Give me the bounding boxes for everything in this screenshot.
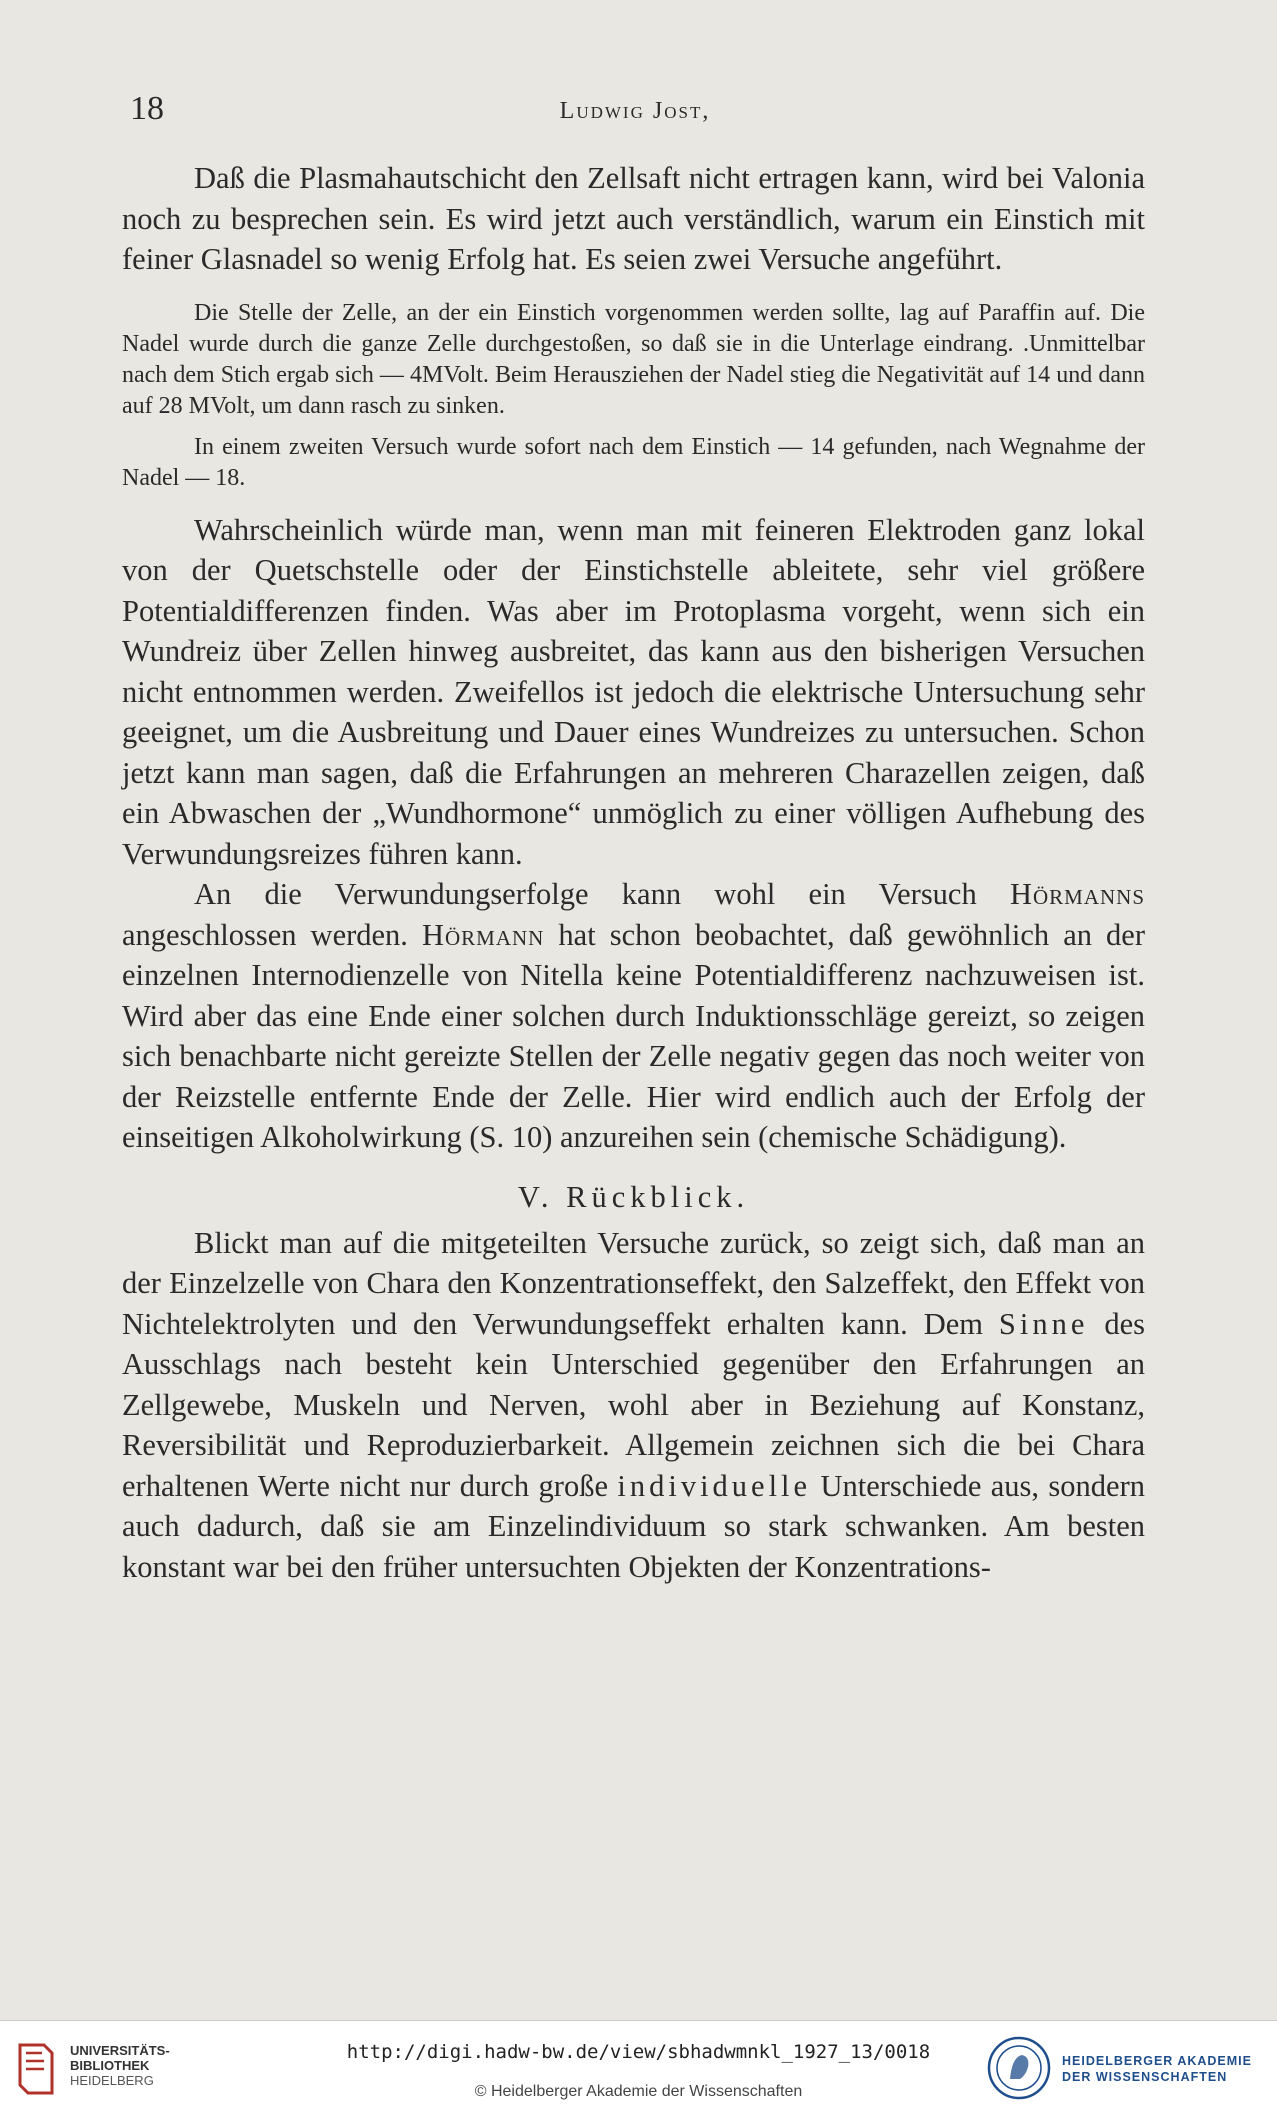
academy-name [1062,2053,1252,2085]
academy-seal-icon [986,2035,1052,2101]
small-print-paragraph: In einem zweiten Versuch wurde sofort nach dem Einstich — 14 gefunden, nach Wegnahme der Nadel — 18. [122,433,1145,491]
page-number: 18 [130,90,164,127]
ub-line: BIBLIOTHEK [70,2058,150,2073]
ub-line: UNIVERSITÄTS- [70,2043,170,2058]
academy-line: HEIDELBERGER AKADEMIE [1062,2054,1252,2068]
footer-bar [0,2020,1277,2115]
small-print-paragraph: Die Stelle der Zelle, an der ein Einstich vorgenommen werden sollte, lag auf Paraffin auf. Die Nadel wurde durch die ganze Zelle durchgestoßen, so daß sie in die Unterlage eindrang. .Unmittelbar nach dem Stich ergab sich — 4MVolt. Beim Herausziehen der Nadel stieg die Negativität auf 14 und dann auf 28 MVolt, um dann rasch zu sinken. [122,299,1145,419]
text-run: An die Verwundungserfolge kann wohl ein Versuch [194,877,1010,911]
paragraph [122,1223,1145,1588]
author-name: Hörmanns [1009,877,1145,911]
text-run: Unterschiede aus, sondern auch dadurch, daß sie am Einzelindividuum so stark schwanken. Am besten konstant war bei den früher untersuchten Objekten der Konzentrations- [122,1468,1145,1584]
text-run: hat schon beobachtet, daß gewöhnlich an der einzelnen Internodienzelle von Nitella keine Potentialdifferenz nachzuweisen ist. Wird aber das eine Ende einer solchen durch Induktionsschläge gereizt, so zeigen sich benachbarte nicht gereizte Stellen der Zelle negativ gegen das noch weiter von der Reizstelle entfernte Ende der Zelle. Hier wird endlich auch der Erfolg der einseitigen Alkoholwirkung (S. 10) anzureihen sein (chemische Schädigung). [122,917,1145,1154]
page-header [120,90,1150,130]
emphasis: Sinne [998,1306,1089,1341]
paragraph [122,874,1145,1158]
permalink-url[interactable]: http://digi.hadw-bw.de/view/sbhadwmnkl_1927_13/0018 [346,2041,931,2063]
text-run: Blickt man auf die mitgeteilten Versuche zurück, so zeigt sich, daß man an der Einzelzelle von Chara den Konzentrationseffekt, den Salzeffekt, den Effekt von Nichtelektrolyten und den Verwundungseffekt erhalten kann. Dem [122,1225,1145,1341]
academy-line: DER WISSENSCHAFTEN [1062,2070,1228,2084]
section-heading: V. Rückblick. [517,1179,750,1214]
copyright-notice: © Heidelberger Akademie der Wissenschaften [474,2083,803,2100]
running-head: Ludwig Jost, [559,98,711,124]
ub-line: HEIDELBERG [70,2073,154,2088]
text-run: angeschlossen werden. [122,917,422,952]
author-name: Hörmann [421,917,545,952]
emphasis: individuelle [617,1468,812,1503]
text-run: des Ausschlags nach besteht kein Unterschied gegenüber den Erfahrungen an Zellgewebe, Muskeln und Nerven, wohl aber in Beziehung auf Konstanz, Reversibilität und Reproduzierbarkeit. Allgemein zeichnen sich die bei Chara erhaltenen Werte nicht nur durch große [122,1306,1145,1503]
page-body [122,158,1145,1587]
paragraph: Daß die Plasmahautschicht den Zellsaft nicht ertragen kann, wird bei Valonia noch zu besprechen sein. Es wird jetzt auch verständlich, warum ein Einstich mit feiner Glasnadel so wenig Erfolg hat. Es seien zwei Versuche angeführt. [122,161,1145,276]
paragraph: Wahrscheinlich würde man, wenn man mit feineren Elektroden ganz lokal von der Quetschstelle oder der Einstichstelle ableitete, sehr viel größere Potentialdifferenzen finden. Was aber im Protoplasma vorgeht, wenn sich ein Wundreiz über Zellen hinweg ausbreitet, das kann aus den bisherigen Versuchen nicht entnommen werden. Zweifellos ist jedoch die elektrische Untersuchung sehr geeignet, um die Ausbreitung und Dauer eines Wundreizes zu untersuchen. Schon jetzt kann man sagen, daß die Erfahrungen an mehreren Charazellen zeigen, daß ein Abwaschen der „Wundhormone“ unmöglich zu einer völligen Aufhebung des Verwundungsreizes führen kann. [122,512,1145,871]
